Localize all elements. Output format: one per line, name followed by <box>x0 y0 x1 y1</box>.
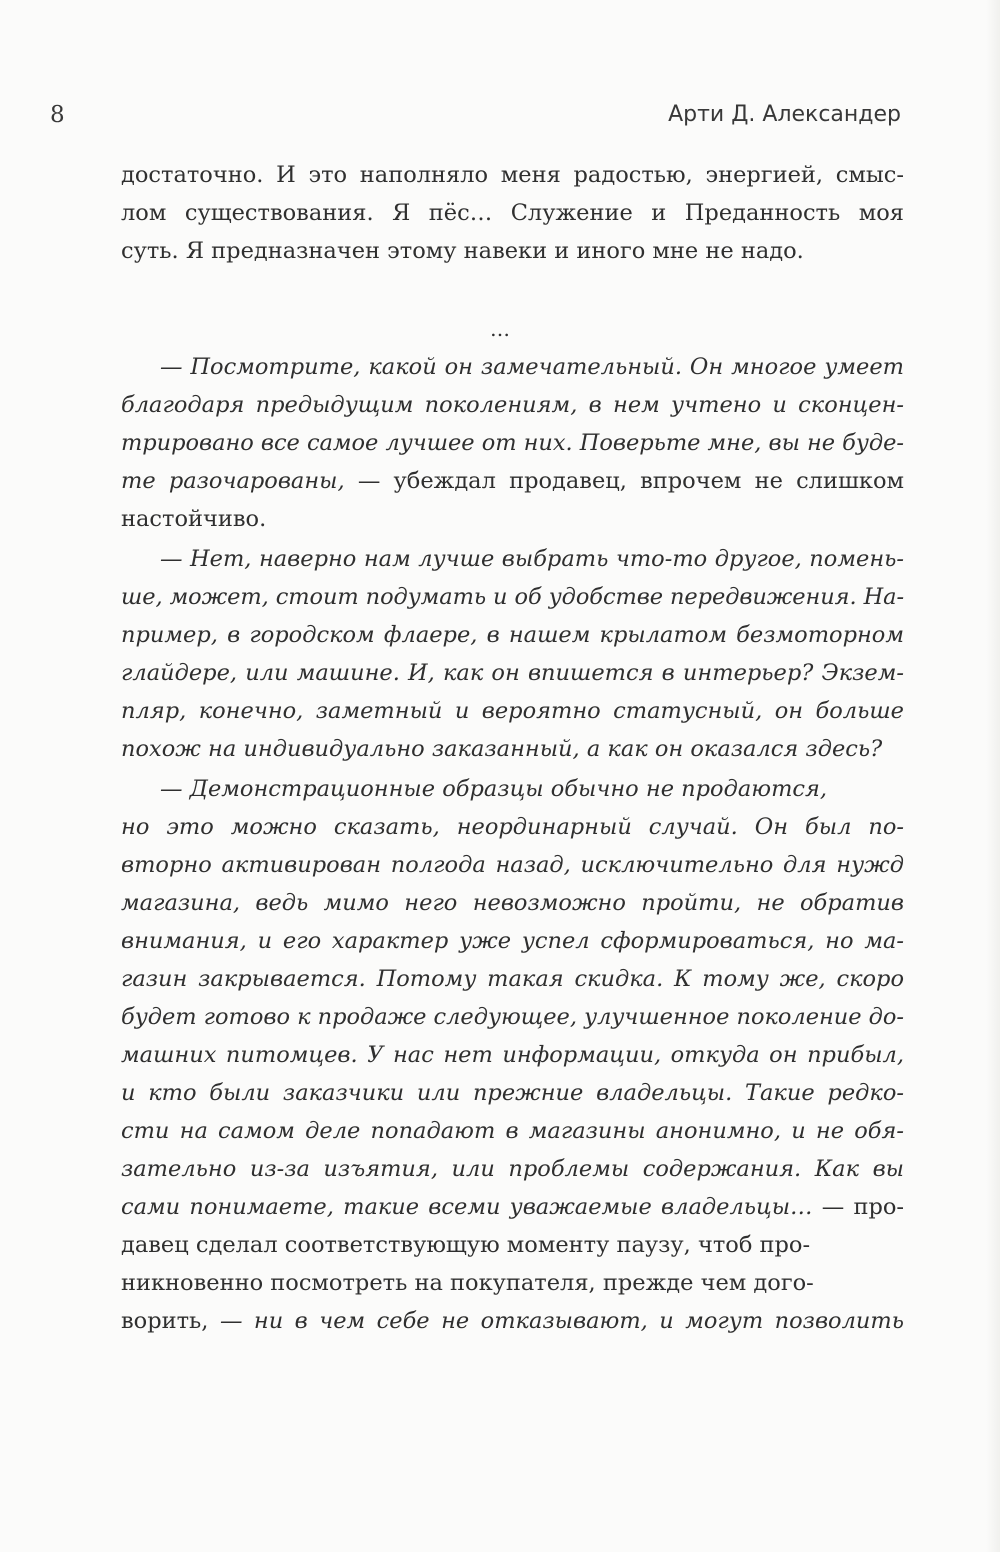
text-line <box>121 156 904 194</box>
text-segment: давец сделал соответствующую моменту паузу, чтоб про- <box>121 1232 811 1258</box>
italic-segment: — Демонстрационные образцы обычно не продаются, <box>160 776 828 802</box>
italic-segment: газин закрывается. Потому такая скидка. К тому же, скоро <box>121 966 904 992</box>
italic-segment: сами понимаете, такие всеми уважаемые владельцы… <box>121 1194 822 1220</box>
text-line <box>121 500 904 538</box>
text-segment: — убеждал продавец, впрочем не слишком <box>357 468 904 494</box>
text-line <box>121 578 904 616</box>
italic-segment: будет готово к продаже следующее, улучшенное поколение до- <box>121 1004 904 1030</box>
italic-segment: — Нет, наверно нам лучше выбрать что-то другое, помень- <box>160 546 904 572</box>
text-line <box>121 462 904 500</box>
text-segment: суть. Я предназначен этому навеки и иного мне не надо. <box>121 238 804 264</box>
italic-segment: сти на самом деле попадают в магазины анонимно, и не обя- <box>121 1118 904 1144</box>
page-edge-shadow <box>986 0 1000 1552</box>
italic-segment: вторно активирован полгода назад, исключительно для нужд <box>121 852 904 878</box>
text-line <box>121 424 904 462</box>
text-segment: лом существования. Я пёс… Служение и Преданность моя <box>121 200 904 226</box>
text-line <box>121 1074 904 1112</box>
running-head: Арти Д. Александер <box>668 102 901 127</box>
text-line <box>121 730 904 768</box>
text-line <box>121 1188 904 1226</box>
text-line <box>121 1150 904 1188</box>
italic-segment: пример, в городском флаере, в нашем крылатом безмоторном <box>121 622 904 648</box>
text-line <box>121 1264 904 1302</box>
italic-segment: благодаря предыдущим поколениям, в нем учтено и сконцен- <box>121 392 904 418</box>
section-separator <box>0 310 1000 348</box>
italic-segment: внимания, и его характер уже успел сформироваться, но ма- <box>121 928 904 954</box>
text-line <box>121 808 904 846</box>
text-line <box>160 348 904 386</box>
text-segment: ворить, <box>121 1308 220 1334</box>
italic-segment: и кто были заказчики или прежние владельцы. Такие редко- <box>121 1080 904 1106</box>
page-header <box>0 98 1000 138</box>
text-line <box>121 386 904 424</box>
italic-segment: пляр, конечно, заметный и вероятно статусный, он больше <box>121 698 904 724</box>
italic-segment: зательно из-за изъятия, или проблемы содержания. Как вы <box>121 1156 904 1182</box>
text-line <box>121 1112 904 1150</box>
text-line <box>121 922 904 960</box>
text-line <box>121 884 904 922</box>
italic-segment: те разочарованы, <box>121 468 358 494</box>
italic-segment: машних питомцев. У нас нет информации, откуда он прибыл, <box>121 1042 904 1068</box>
text-line <box>160 770 904 808</box>
text-segment: … <box>490 317 510 341</box>
text-line <box>121 1226 904 1264</box>
text-line <box>121 960 904 998</box>
italic-segment: трировано все самое лучшее от них. Поверьте мне, вы не буде- <box>121 430 904 456</box>
text-segment: достаточно. И это наполняло меня радостью, энергией, смыс- <box>121 162 904 188</box>
text-line <box>121 616 904 654</box>
italic-segment: ше, может, стоит подумать и об удобстве передвижения. На- <box>121 584 904 610</box>
italic-segment: — ни в чем себе не отказывают, и могут позволить <box>219 1308 904 1334</box>
page-number: 8 <box>50 102 65 128</box>
text-line <box>121 1302 904 1340</box>
text-segment: — про- <box>821 1194 905 1220</box>
text-line <box>121 1036 904 1074</box>
italic-segment: магазина, ведь мимо него невозможно пройти, не обратив <box>121 890 904 916</box>
text-line <box>121 998 904 1036</box>
italic-segment: — Посмотрите, какой он замечательный. Он многое умеет <box>160 354 904 380</box>
text-line <box>121 654 904 692</box>
text-line <box>121 232 904 270</box>
text-line <box>160 540 904 578</box>
text-line <box>121 194 904 232</box>
italic-segment: но это можно сказать, неординарный случай. Он был по- <box>121 814 904 840</box>
text-line <box>121 692 904 730</box>
italic-segment: похож на индивидуально заказанный, а как он оказался здесь? <box>121 736 883 762</box>
text-line <box>121 846 904 884</box>
italic-segment: глайдере, или машине. И, как он впишется в интерьер? Экзем- <box>121 660 904 686</box>
text-segment: настойчиво. <box>121 506 267 532</box>
text-segment: никновенно посмотреть на покупателя, прежде чем дого- <box>121 1270 814 1296</box>
